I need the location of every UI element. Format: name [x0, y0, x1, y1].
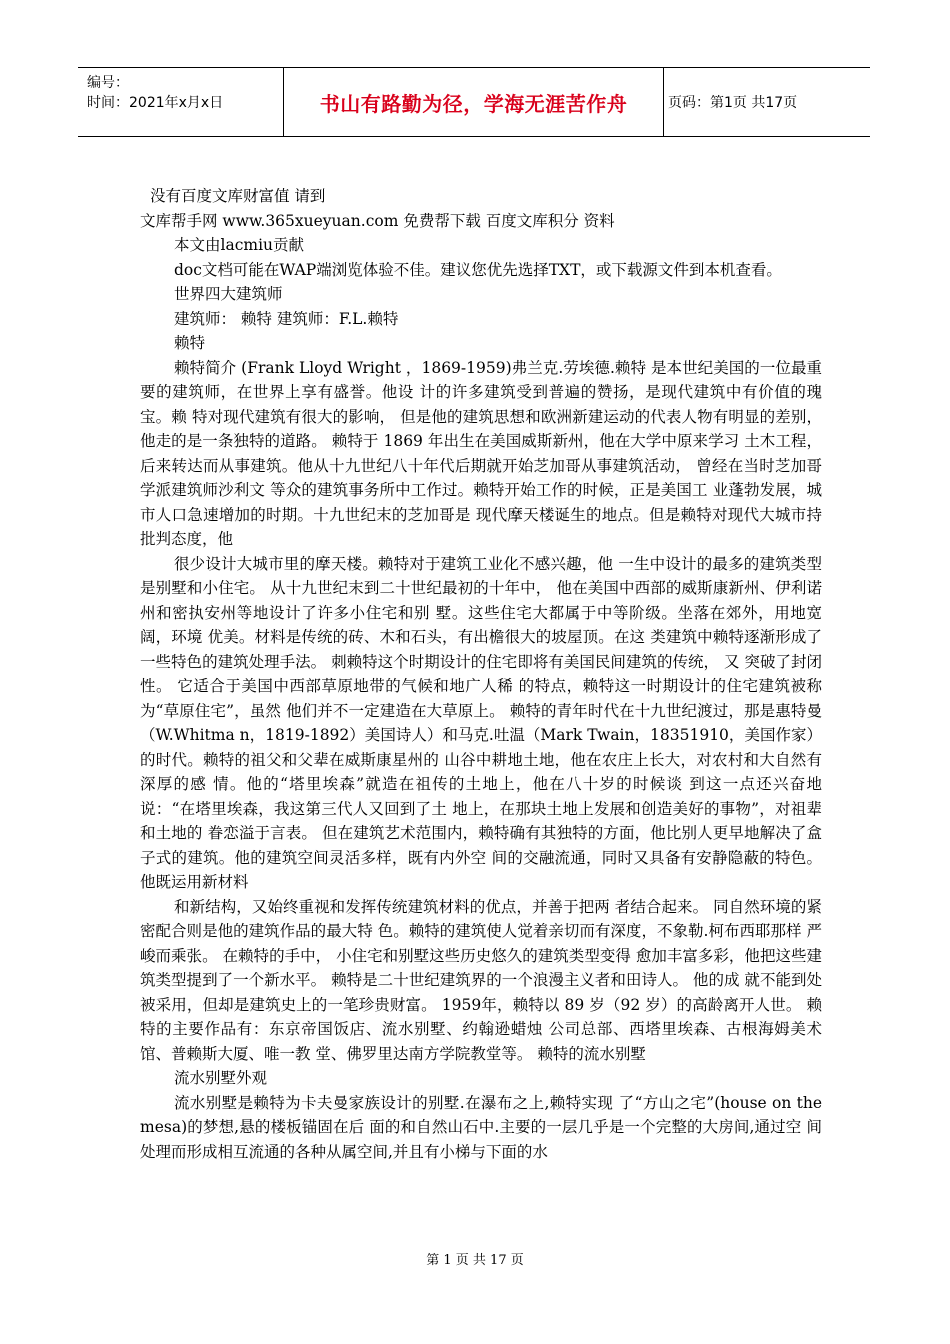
subheading-wright: 赖特: [174, 334, 206, 352]
page-footer: 第 1 页 共 17 页: [426, 1253, 524, 1268]
paragraph-houses: 很少设计大城市里的摩天楼。赖特对于建筑工业化不感兴趣，他 一生中设计的最多的建筑类型是别墅和小住宅。 从十九世纪末到二十世纪最初的十年中， 他在美国中西部的威斯康新州、伊利诺州和密执安州等地设计了许多小住宅和别 墅。这些住宅大都属于中等阶级。坐落在郊外，用地宽阔，环境 优美。材料是传统的砖、木和石头，有出檐很大的坡屋顶。在这 类建筑中赖特逐渐形成了一些特色的建筑处理手法。 刺赖特这个时期设计的住宅即将有美国民间建筑的传统， 又 突破了封闭性。 它适合于美国中西部草原地带的气候和地广人稀 的特点，赖特这一时期设计的住宅建筑被称为“草原住宅”，虽然 他们并不一定建造在大草原上。 赖特的青年时代在十九世纪渡过，那是惠特曼（W.Whitma n，1819-1892）美国诗人）和马克.吐温（Mark Twain，18351910，美国作家）的时代。赖特的祖父和父辈在威斯康星州的 山谷中耕地土地，他在农庄上长大，对农村和大自然有深厚的感 情。他的“塔里埃森”就造在祖传的土地上，他在八十岁的时候谈 到这一点还兴奋地说：“在塔里埃森，我这第三代人又回到了土 地上，在那块土地上发展和创造美好的事物”，对祖辈和土地的 眷恋溢于言表。 但在建筑艺术范围内，赖特确有其独特的方面，他比别人更早地解决了盒子式的建筑。他的建筑空间灵活多样，既有内外空 间的交融流通，同时又具备有安静隐蔽的特色。他既运用新材料: [140, 554, 822, 891]
time-line: 时间：2021年x月x日: [87, 95, 224, 111]
paragraph-contributor: 本文由lacmiu贡献: [174, 236, 305, 254]
paragraph-fallingwater: 流水别墅是赖特为卡夫曼家族设计的别墅.在瀑布之上,赖特实现 了“方山之宅”(house on the mesa)的梦想,悬的楼板锚固在后 面的和自然山石中.主要的一层几乎是一个完整的大房间,通过空 间处理而形成相互流通的各种从属空间,并且有小梯与下面的水: [140, 1093, 822, 1161]
paragraph-doc-note: doc文档可能在WAP端浏览体验不佳。建议您优先选择TXT，或下载源文件到本机查看。: [174, 260, 782, 279]
header-motto: 书山有路勤为径，学海无涯苦作舟: [283, 68, 664, 136]
header-page-info: 页码：第1页 共17页: [668, 95, 798, 111]
header-meta: [78, 68, 283, 136]
paragraph-materials: 和新结构，又始终重视和发挥传统建筑材料的优点，并善于把两 者结合起来。 同自然环境的紧密配合则是他的建筑作品的最大特 色。赖特的建筑使人觉着亲切而有深度，不象勒.柯布西耶那样 严峻而乘张。 在赖特的手中， 小住宅和别墅这些历史悠久的建筑类型变得 愈加丰富多彩，他把这些建筑类型提到了一个新水平。 赖特是二十世纪建筑界的一个浪漫主义者和田诗人。 他的成 就不能到处被采用，但却是建筑史上的一笔珍贵财富。 1959年，赖特以 89 岁（92 岁）的高龄离开人世。 赖特的主要作品有：东京帝国饭店、流水别墅、约翰逊蜡烛 公司总部、西塔里埃森、古根海姆美术馆、普赖斯大厦、唯一教 堂、佛罗里达南方学院教堂等。 赖特的流水别墅: [140, 897, 822, 1063]
paragraph-notice: 没有百度文库财富值 请到: [150, 187, 326, 205]
section-heading: 世界四大建筑师: [174, 285, 283, 303]
document-body: [140, 184, 822, 1164]
paragraph-intro: 赖特简介 (Frank Lloyd Wright ，1869-1959)弗兰克.劳埃德.赖特 是本世纪美国的一位最重要的建筑师，在世界上享有盛誉。他设 计的许多建筑受到普遍的赞扬，是现代建筑中有价值的瑰宝。赖 特对现代建筑有很大的影响， 但是他的建筑思想和欧洲新建运动的代表人物有明显的差别，他走的是一条独特的道路。 赖特于 1869 年出生在美国威斯新州，他在大学中原来学习 土木工程，后来转达而从事建筑。他从十九世纪八十年代后期就开始芝加哥从事建筑活动， 曾经在当时芝加哥学派建筑师沙利文 等众的建筑事务所中工作过。赖特开始工作的时候，正是美国工 业蓬勃发展，城市人口急速增加的时期。十九世纪末的芝加哥是 现代摩天楼诞生的地点。但是赖特对现代大城市持批判态度，他: [140, 358, 822, 548]
architect-line: 建筑师： 赖特 建筑师：F.L.赖特: [174, 309, 399, 328]
page-header: [78, 67, 870, 137]
paragraph-helper-site: 文库帮手网 www.365xueyuan.com 免费帮下载 百度文库积分 资料: [140, 211, 615, 230]
number-label: 编号：: [87, 75, 129, 91]
subheading-fallingwater: 流水别墅外观: [174, 1069, 268, 1087]
